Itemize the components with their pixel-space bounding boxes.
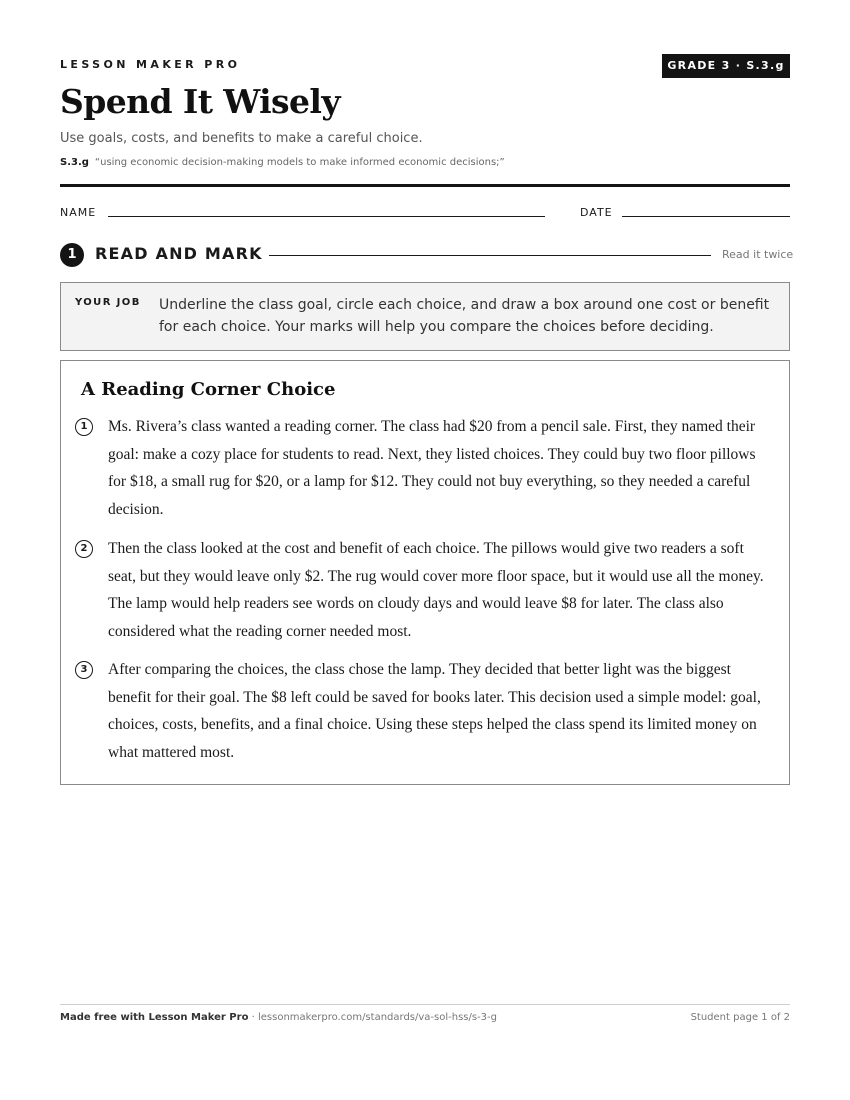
section-title: READ AND MARK: [95, 244, 263, 263]
date-label: DATE: [580, 206, 613, 219]
standard-line: [60, 157, 505, 168]
story-box: [60, 360, 790, 785]
footer-credit: [60, 1012, 497, 1023]
section-note: Read it twice: [722, 248, 794, 261]
footer-url[interactable]: · lessonmakerpro.com/standards/va-sol-hss/s-3-g: [248, 1012, 498, 1023]
paragraph-text: Ms. Rivera’s class wanted a reading corner. The class had $20 from a pencil sale. First, they named their goal: make a cozy place for students to read. Next, they listed choices. They could buy two floor pillows for $18, a small rug for $20, or a lamp for $12. They could not buy everything, so they needed a careful decision.: [108, 418, 756, 518]
standard-code: S.3.g: [60, 157, 89, 168]
grade-badge: GRADE 3 · S.3.g: [662, 54, 790, 78]
job-box: [60, 282, 790, 351]
footer-page-number: Student page 1 of 2: [690, 1012, 790, 1023]
name-field[interactable]: [108, 216, 545, 217]
paragraph-number-icon: 2: [75, 540, 93, 558]
job-instructions: Underline the class goal, circle each choice, and draw a box around one cost or benefit for each choice. Your marks will help you compare the choices before deciding.: [159, 297, 770, 335]
page-title: Spend It Wisely: [60, 82, 340, 121]
standard-quote: “using economic decision-making models to make informed economic decisions;”: [94, 157, 505, 168]
paragraph-text: After comparing the choices, the class chose the lamp. They decided that better light was the biggest benefit for their goal. The $8 left could be saved for books later. This decision used a simple model: goal, choices, costs, benefits, and a final choice. Using these steps helped the class spend its limited money on what mattered most.: [108, 661, 761, 761]
paragraph-text: Then the class looked at the cost and benefit of each choice. The pillows would give two readers a soft seat, but they would leave only $2. The rug would cover more floor space, but it would use all the money. The lamp would help readers see words on cloudy days and would leave $8 for later. The class also considered what the reading corner needed most.: [108, 540, 764, 640]
footer-made-by: Made free with Lesson Maker Pro: [60, 1012, 249, 1023]
page-subtitle: Use goals, costs, and benefits to make a careful choice.: [60, 131, 423, 146]
header-divider: [60, 184, 790, 187]
paragraph-number-icon: 1: [75, 418, 93, 436]
name-label: NAME: [60, 206, 97, 219]
story-title: A Reading Corner Choice: [81, 379, 336, 400]
date-field[interactable]: [622, 216, 790, 217]
section-divider: [269, 255, 711, 256]
job-label: YOUR JOB: [75, 297, 141, 308]
footer-divider: [60, 1004, 790, 1005]
brand-name: LESSON MAKER PRO: [60, 58, 241, 71]
section-number-badge: 1: [60, 243, 84, 267]
paragraph-number-icon: 3: [75, 661, 93, 679]
